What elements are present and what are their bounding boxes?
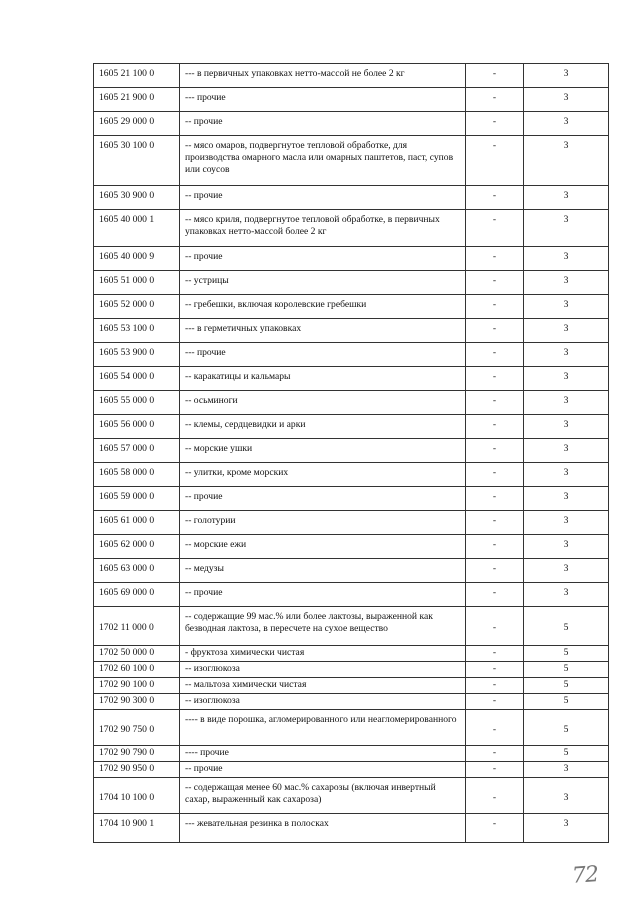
dash-cell: -: [466, 678, 524, 694]
rate-cell: 3: [524, 319, 609, 343]
description-cell: -- изоглюкоза: [180, 662, 466, 678]
code-cell: 1704 10 100 0: [94, 778, 180, 814]
code-cell: 1605 30 100 0: [94, 136, 180, 186]
table-row: [94, 762, 609, 778]
table-row: [94, 367, 609, 391]
table-row: [94, 439, 609, 463]
description-cell: -- гребешки, включая королевские гребешки: [180, 295, 466, 319]
description-cell: -- мясо омаров, подвергнутое тепловой обработке, для производства омарного масла или омарных паштетов, паст, супов или соусов: [180, 136, 466, 186]
code-cell: 1702 60 100 0: [94, 662, 180, 678]
dash-cell: -: [466, 64, 524, 88]
rate-cell: 3: [524, 210, 609, 247]
dash-cell: -: [466, 367, 524, 391]
code-cell: 1702 90 790 0: [94, 746, 180, 762]
code-cell: 1702 50 000 0: [94, 646, 180, 662]
table-row: [94, 136, 609, 186]
description-cell: -- содержащие 99 мас.% или более лактозы, выраженной как безводная лактоза, в пересчете на сухое вещество: [180, 607, 466, 646]
table-row: [94, 535, 609, 559]
code-cell: 1605 53 900 0: [94, 343, 180, 367]
rate-cell: 3: [524, 559, 609, 583]
table-row: [94, 559, 609, 583]
dash-cell: -: [466, 646, 524, 662]
table-row: [94, 463, 609, 487]
rate-cell: 3: [524, 415, 609, 439]
table-row: [94, 295, 609, 319]
table-row: [94, 415, 609, 439]
code-cell: 1605 58 000 0: [94, 463, 180, 487]
description-cell: -- мясо криля, подвергнутое тепловой обработке, в первичных упаковках нетто-массой более 2 кг: [180, 210, 466, 247]
code-cell: 1702 90 300 0: [94, 694, 180, 710]
rate-cell: 5: [524, 662, 609, 678]
dash-cell: -: [466, 778, 524, 814]
table-row: [94, 186, 609, 210]
code-cell: 1605 56 000 0: [94, 415, 180, 439]
rate-cell: 5: [524, 607, 609, 646]
code-cell: 1605 63 000 0: [94, 559, 180, 583]
dash-cell: -: [466, 136, 524, 186]
code-cell: 1605 21 100 0: [94, 64, 180, 88]
description-cell: -- прочие: [180, 487, 466, 511]
rate-cell: 3: [524, 391, 609, 415]
dash-cell: -: [466, 746, 524, 762]
handwritten-page-number: 72: [571, 862, 599, 889]
table-row: [94, 746, 609, 762]
rate-cell: 5: [524, 694, 609, 710]
table-row: [94, 511, 609, 535]
description-cell: -- каракатицы и кальмары: [180, 367, 466, 391]
description-cell: -- осьминоги: [180, 391, 466, 415]
code-cell: 1605 57 000 0: [94, 439, 180, 463]
dash-cell: -: [466, 694, 524, 710]
dash-cell: -: [466, 559, 524, 583]
table-row: [94, 678, 609, 694]
rate-cell: 5: [524, 646, 609, 662]
description-cell: --- прочие: [180, 343, 466, 367]
table-row: [94, 710, 609, 746]
rate-cell: 5: [524, 746, 609, 762]
description-cell: -- медузы: [180, 559, 466, 583]
dash-cell: -: [466, 210, 524, 247]
table-row: [94, 487, 609, 511]
dash-cell: -: [466, 662, 524, 678]
code-cell: 1605 59 000 0: [94, 487, 180, 511]
table-row: [94, 391, 609, 415]
dash-cell: -: [466, 295, 524, 319]
dash-cell: -: [466, 186, 524, 210]
dash-cell: -: [466, 88, 524, 112]
rate-cell: 3: [524, 367, 609, 391]
code-cell: 1702 90 950 0: [94, 762, 180, 778]
rate-cell: 3: [524, 778, 609, 814]
description-cell: -- прочие: [180, 583, 466, 607]
dash-cell: -: [466, 762, 524, 778]
code-cell: 1702 90 750 0: [94, 710, 180, 746]
tariff-table: [93, 63, 609, 843]
code-cell: 1605 61 000 0: [94, 511, 180, 535]
rate-cell: 3: [524, 814, 609, 843]
tariff-table-body: [94, 64, 609, 843]
code-cell: 1605 55 000 0: [94, 391, 180, 415]
rate-cell: 3: [524, 295, 609, 319]
description-cell: --- в герметичных упаковках: [180, 319, 466, 343]
rate-cell: 3: [524, 271, 609, 295]
table-row: [94, 583, 609, 607]
description-cell: -- прочие: [180, 186, 466, 210]
rate-cell: 3: [524, 88, 609, 112]
description-cell: -- содержащая менее 60 мас.% сахарозы (включая инвертный сахар, выраженный как сахароза): [180, 778, 466, 814]
description-cell: -- прочие: [180, 247, 466, 271]
description-cell: ---- прочие: [180, 746, 466, 762]
rate-cell: 3: [524, 583, 609, 607]
code-cell: 1702 11 000 0: [94, 607, 180, 646]
rate-cell: 3: [524, 463, 609, 487]
table-row: [94, 88, 609, 112]
table-row: [94, 607, 609, 646]
rate-cell: 3: [524, 535, 609, 559]
rate-cell: 3: [524, 64, 609, 88]
description-cell: -- улитки, кроме морских: [180, 463, 466, 487]
code-cell: 1704 10 900 1: [94, 814, 180, 843]
rate-cell: 3: [524, 439, 609, 463]
dash-cell: -: [466, 583, 524, 607]
dash-cell: -: [466, 607, 524, 646]
description-cell: -- голотурии: [180, 511, 466, 535]
code-cell: 1702 90 100 0: [94, 678, 180, 694]
code-cell: 1605 69 000 0: [94, 583, 180, 607]
code-cell: 1605 54 000 0: [94, 367, 180, 391]
description-cell: - фруктоза химически чистая: [180, 646, 466, 662]
description-cell: -- мальтоза химически чистая: [180, 678, 466, 694]
dash-cell: -: [466, 343, 524, 367]
description-cell: -- прочие: [180, 762, 466, 778]
rate-cell: 3: [524, 762, 609, 778]
dash-cell: -: [466, 439, 524, 463]
description-cell: -- изоглюкоза: [180, 694, 466, 710]
rate-cell: 3: [524, 136, 609, 186]
description-cell: -- морские ушки: [180, 439, 466, 463]
code-cell: 1605 29 000 0: [94, 112, 180, 136]
code-cell: 1605 21 900 0: [94, 88, 180, 112]
code-cell: 1605 51 000 0: [94, 271, 180, 295]
dash-cell: -: [466, 271, 524, 295]
rate-cell: 5: [524, 710, 609, 746]
dash-cell: -: [466, 710, 524, 746]
rate-cell: 3: [524, 247, 609, 271]
table-row: [94, 247, 609, 271]
dash-cell: -: [466, 535, 524, 559]
description-cell: -- клемы, сердцевидки и арки: [180, 415, 466, 439]
rate-cell: 5: [524, 678, 609, 694]
dash-cell: -: [466, 511, 524, 535]
dash-cell: -: [466, 319, 524, 343]
code-cell: 1605 52 000 0: [94, 295, 180, 319]
rate-cell: 3: [524, 511, 609, 535]
code-cell: 1605 53 100 0: [94, 319, 180, 343]
description-cell: -- морские ежи: [180, 535, 466, 559]
dash-cell: -: [466, 415, 524, 439]
table-row: [94, 694, 609, 710]
dash-cell: -: [466, 487, 524, 511]
rate-cell: 3: [524, 112, 609, 136]
table-row: [94, 343, 609, 367]
table-row: [94, 814, 609, 843]
table-row: [94, 112, 609, 136]
code-cell: 1605 40 000 1: [94, 210, 180, 247]
rate-cell: 3: [524, 343, 609, 367]
description-cell: -- прочие: [180, 112, 466, 136]
table-row: [94, 646, 609, 662]
table-row: [94, 662, 609, 678]
table-row: [94, 319, 609, 343]
dash-cell: -: [466, 463, 524, 487]
table-row: [94, 271, 609, 295]
code-cell: 1605 30 900 0: [94, 186, 180, 210]
code-cell: 1605 40 000 9: [94, 247, 180, 271]
table-row: [94, 778, 609, 814]
rate-cell: 3: [524, 186, 609, 210]
dash-cell: -: [466, 391, 524, 415]
description-cell: ---- в виде порошка, агломерированного или неагломерированного: [180, 710, 466, 746]
table-row: [94, 210, 609, 247]
dash-cell: -: [466, 247, 524, 271]
code-cell: 1605 62 000 0: [94, 535, 180, 559]
description-cell: --- прочие: [180, 88, 466, 112]
table-row: [94, 64, 609, 88]
description-cell: --- жевательная резинка в полосках: [180, 814, 466, 843]
description-cell: -- устрицы: [180, 271, 466, 295]
dash-cell: -: [466, 814, 524, 843]
rate-cell: 3: [524, 487, 609, 511]
dash-cell: -: [466, 112, 524, 136]
description-cell: --- в первичных упаковках нетто-массой не более 2 кг: [180, 64, 466, 88]
